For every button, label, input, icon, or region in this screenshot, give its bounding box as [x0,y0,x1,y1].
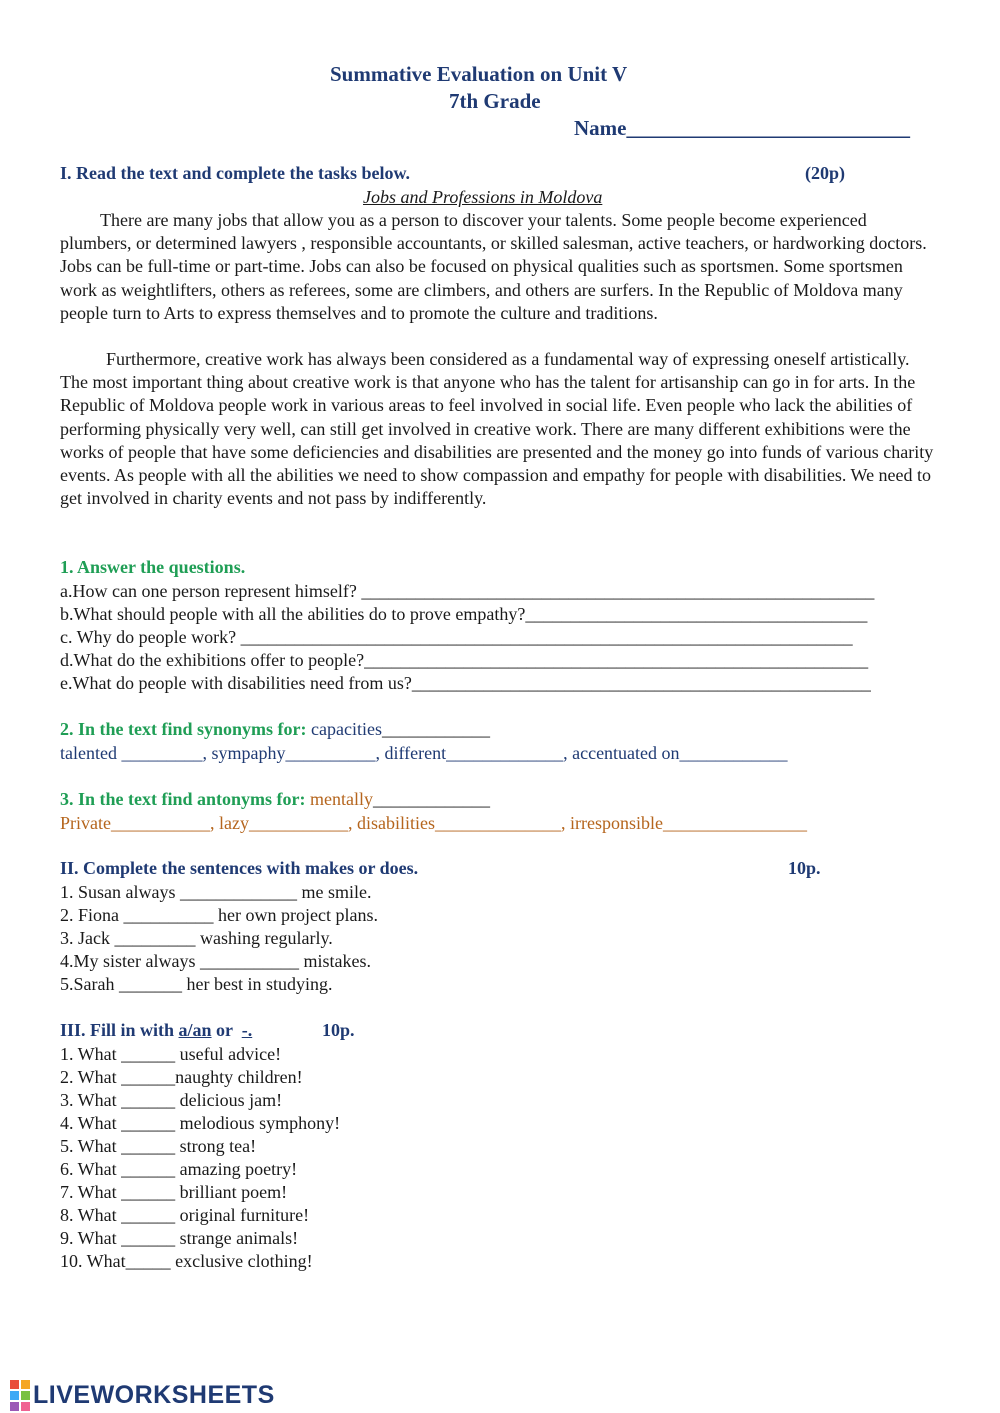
section-3-option-a-an: a/an [178,1020,212,1040]
section-3-or: or [211,1020,242,1040]
question-d[interactable]: d.What do the exhibitions offer to people?________________________________________________________ [60,650,869,670]
article-item-8[interactable]: 8. What ______ original furniture! [60,1205,310,1225]
section-3-heading-start: III. Fill in with [60,1020,179,1040]
reading-paragraph-2: Furthermore, creative work has always been considered as a fundamental way of expressing oneself artistically. The most important thing about creative work is that anyone who has the talent for artisanship can go in for arts. In the Republic of Moldova people work in various areas to feel involved in social life. Even people who lack the abilities of performing physically very well, can still get involved in creative work. There are many different exhibitions were the works of people that have some deficiencies and disabilities are presented and the money go into funds of various charity events. As people with all the abilities we need to show compassion and empathy for people with disabilities. We need to get involved in charity events and not pass by indifferently. [60,349,934,509]
section-2-points: 10p. [788,858,821,878]
liveworksheets-logo [10,1380,275,1411]
antonym-word-mentally: mentally [310,789,373,809]
question-a[interactable]: a.How can one person represent himself? _________________________________________________________ [60,581,875,601]
question-c[interactable]: c. Why do people work? ____________________________________________________________________ [60,627,853,647]
makes-does-sentence-5[interactable]: 5.Sarah _______ her best in studying. [60,974,333,994]
task-3-heading: 3. In the text find antonyms for: [60,789,306,809]
task-3-row-2[interactable]: Private___________, lazy___________, disabilities______________, irresponsible________________ [60,813,807,833]
task-3-row-1 [60,788,490,811]
article-item-5[interactable]: 5. What ______ strong tea! [60,1136,257,1156]
article-item-1[interactable]: 1. What ______ useful advice! [60,1044,282,1064]
synonym-word-capacities: capacities [311,719,382,739]
article-item-9[interactable]: 9. What ______ strange animals! [60,1228,299,1248]
makes-does-sentence-1[interactable]: 1. Susan always _____________ me smile. [60,882,372,902]
logo-text: LIVEWORKSHEETS [33,1381,275,1409]
worksheet-title: Summative Evaluation on Unit V [330,62,628,86]
synonym-blank-1[interactable]: ____________ [381,719,490,739]
task-1-heading: 1. Answer the questions. [60,557,246,577]
task-2-heading: 2. In the text find synonyms for: [60,719,307,739]
task-2-row-1 [60,718,490,741]
makes-does-sentence-3[interactable]: 3. Jack _________ washing regularly. [60,928,333,948]
logo-mark-icon [10,1380,30,1411]
article-item-2[interactable]: 2. What ______naughty children! [60,1067,303,1087]
article-item-10[interactable]: 10. What_____ exclusive clothing! [60,1251,313,1271]
reading-text-title: Jobs and Professions in Moldova [363,187,603,207]
question-e[interactable]: e.What do people with disabilities need from us?___________________________________________________ [60,673,871,693]
article-item-7[interactable]: 7. What ______ brilliant poem! [60,1182,288,1202]
article-item-6[interactable]: 6. What ______ amazing poetry! [60,1159,298,1179]
section-1-points: (20p) [805,163,845,183]
question-b[interactable]: b.What should people with all the abilities do to prove empathy?______________________________________ [60,604,868,624]
section-1-heading: I. Read the text and complete the tasks below. [60,163,410,183]
reading-paragraph-1: There are many jobs that allow you as a person to discover your talents. Some people become experienced plumbers, or determined lawyers , responsible accountants, or skilled salesman, active teachers, or hardworking doctors. Jobs can be full-time or part-time. Jobs can also be focused on physical qualities such as sportsmen. Some sportsmen work as weightlifters, others as referees, some are climbers, and others are surfers. In the Republic of Moldova many people turn to Arts to express themselves and to promote the culture and traditions. [60,210,927,323]
name-field[interactable] [574,116,910,141]
grade-label: 7th Grade [449,89,541,113]
makes-does-sentence-4[interactable]: 4.My sister always ___________ mistakes. [60,951,371,971]
article-item-3[interactable]: 3. What ______ delicious jam! [60,1090,283,1110]
section-3-option-dash: -. [241,1020,253,1040]
section-2-heading: II. Complete the sentences with makes or does. [60,858,419,878]
name-label: Name [574,116,627,140]
name-blank[interactable]: ___________________________ [626,116,910,140]
article-item-4[interactable]: 4. What ______ melodious symphony! [60,1113,341,1133]
section-3-points: 10p. [322,1020,355,1040]
task-2-row-2[interactable]: talented _________, sympaphy__________, different_____________, accentuated on____________ [60,743,788,763]
makes-does-sentence-2[interactable]: 2. Fiona __________ her own project plans. [60,905,378,925]
section-3-heading [60,1020,252,1041]
antonym-blank-1[interactable]: _____________ [372,789,490,809]
